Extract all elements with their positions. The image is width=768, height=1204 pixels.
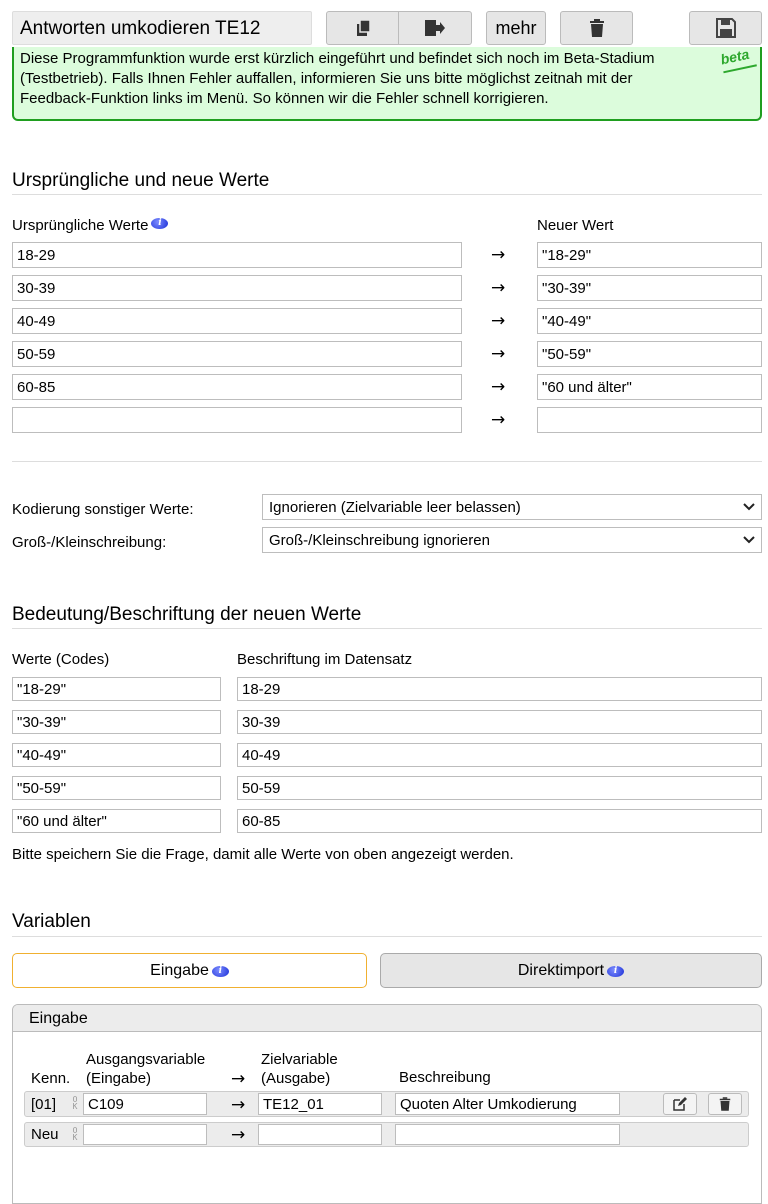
original-value-input[interactable]: [12, 341, 462, 367]
dataset-label-input[interactable]: [237, 809, 762, 833]
chevron-down-icon: [743, 536, 755, 544]
col-source-line1: Ausgangsvariable: [86, 1051, 206, 1068]
description-input[interactable]: [395, 1093, 620, 1115]
col-target-line1: Zielvariable: [261, 1051, 338, 1068]
trash-icon: [589, 19, 605, 37]
save-icon: [716, 18, 736, 38]
divider: [12, 194, 762, 195]
code-input[interactable]: [12, 743, 221, 767]
move-icon: [423, 19, 447, 37]
variables-heading: Variablen: [12, 911, 91, 932]
ok-icon: O K: [72, 1095, 78, 1111]
info-icon[interactable]: i: [151, 218, 168, 229]
delete-row-button[interactable]: [708, 1093, 742, 1115]
code-input[interactable]: [12, 710, 221, 734]
original-value-input[interactable]: [12, 275, 462, 301]
copy-button[interactable]: [326, 11, 399, 45]
labels-heading: Bedeutung/Beschriftung der neuen Werte: [12, 604, 362, 625]
code-input[interactable]: [12, 809, 221, 833]
move-button[interactable]: [398, 11, 472, 45]
col-description: Beschreibung: [399, 1069, 491, 1086]
original-value-input[interactable]: [12, 308, 462, 334]
arrow-icon: →: [231, 1095, 246, 1115]
divider: [12, 628, 762, 629]
description-input[interactable]: [395, 1124, 620, 1145]
copy-icon: [354, 19, 372, 37]
arrow-icon: →: [491, 311, 506, 331]
dataset-label-input[interactable]: [237, 677, 762, 701]
more-button[interactable]: mehr: [486, 11, 546, 45]
values-heading: Ursprüngliche und neue Werte: [12, 170, 270, 191]
dataset-label-input[interactable]: [237, 710, 762, 734]
dataset-label-input[interactable]: [237, 743, 762, 767]
col-kenn: Kenn.: [31, 1070, 71, 1087]
new-value-label: Neuer Wert: [537, 217, 614, 234]
divider: [12, 461, 762, 462]
divider: [12, 936, 762, 937]
beta-badge: beta: [719, 45, 757, 74]
other-values-label: Kodierung sonstiger Werte:: [12, 501, 194, 518]
new-value-input[interactable]: [537, 275, 762, 301]
tab-direct-import-label: Direktimport: [517, 961, 605, 979]
codes-label: Werte (Codes): [12, 651, 110, 668]
arrow-icon: →: [231, 1069, 246, 1089]
case-select-value: Groß-/Kleinschreibung ignorieren: [269, 531, 490, 549]
original-values-label: [12, 217, 168, 234]
target-variable-input[interactable]: [258, 1093, 382, 1115]
tab-direct-import[interactable]: [380, 953, 762, 988]
new-value-input[interactable]: [537, 308, 762, 334]
original-values-text: Ursprüngliche Werte: [12, 217, 149, 234]
row-kenn: Neu: [31, 1126, 59, 1143]
info-icon[interactable]: i: [212, 966, 229, 977]
save-button[interactable]: [689, 11, 762, 45]
info-icon[interactable]: i: [607, 966, 624, 977]
row-kenn: [01]: [31, 1096, 57, 1113]
new-value-input[interactable]: [537, 341, 762, 367]
beta-notice: [12, 47, 762, 121]
col-source: [86, 1050, 205, 1088]
source-variable-input[interactable]: [83, 1124, 207, 1145]
dataset-label-header: Beschriftung im Datensatz: [237, 651, 413, 668]
save-note: Bitte speichern Sie die Frage, damit alle Werte von oben angezeigt werden.: [12, 846, 514, 863]
new-value-input[interactable]: [537, 374, 762, 400]
col-target: [261, 1050, 338, 1088]
case-select[interactable]: [262, 527, 762, 553]
tab-input-label: Eingabe: [150, 961, 209, 979]
dataset-label-input[interactable]: [237, 776, 762, 800]
chevron-down-icon: [743, 503, 755, 511]
beta-notice-text: Diese Programmfunktion wurde erst kürzlich eingeführt und befindet sich noch im Beta-Stadium (Testbetrieb). Falls Ihnen Fehler auffallen, informieren Sie uns bitte möglichst zeitnah mit der Feedback-Funktion links im Menü. So können wir die Fehler schnell korrigieren.: [20, 50, 655, 107]
source-variable-input[interactable]: [83, 1093, 207, 1115]
case-label: Groß-/Kleinschreibung:: [12, 534, 167, 551]
arrow-icon: →: [231, 1125, 246, 1145]
edit-button[interactable]: [663, 1093, 697, 1115]
edit-icon: [673, 1097, 687, 1111]
new-value-input[interactable]: [537, 407, 762, 433]
input-panel-header: Eingabe: [13, 1005, 761, 1032]
col-source-line2: (Eingabe): [86, 1070, 152, 1087]
target-variable-input[interactable]: [258, 1124, 382, 1145]
trash-icon: [719, 1097, 731, 1111]
title-field[interactable]: Antworten umkodieren TE12: [12, 11, 312, 45]
original-value-input[interactable]: [12, 374, 462, 400]
new-value-input[interactable]: [537, 242, 762, 268]
other-values-select-value: Ignorieren (Zielvariable leer belassen): [269, 498, 521, 516]
original-value-input[interactable]: [12, 242, 462, 268]
code-input[interactable]: [12, 776, 221, 800]
col-target-line2: (Ausgabe): [261, 1070, 331, 1087]
arrow-icon: →: [491, 278, 506, 298]
code-input[interactable]: [12, 677, 221, 701]
original-value-input[interactable]: [12, 407, 462, 433]
arrow-icon: →: [491, 377, 506, 397]
arrow-icon: →: [491, 410, 506, 430]
arrow-icon: →: [491, 245, 506, 265]
delete-button[interactable]: [560, 11, 633, 45]
other-values-select[interactable]: [262, 494, 762, 520]
arrow-icon: →: [491, 344, 506, 364]
tab-input[interactable]: [12, 953, 367, 988]
ok-icon: O K: [72, 1126, 78, 1142]
